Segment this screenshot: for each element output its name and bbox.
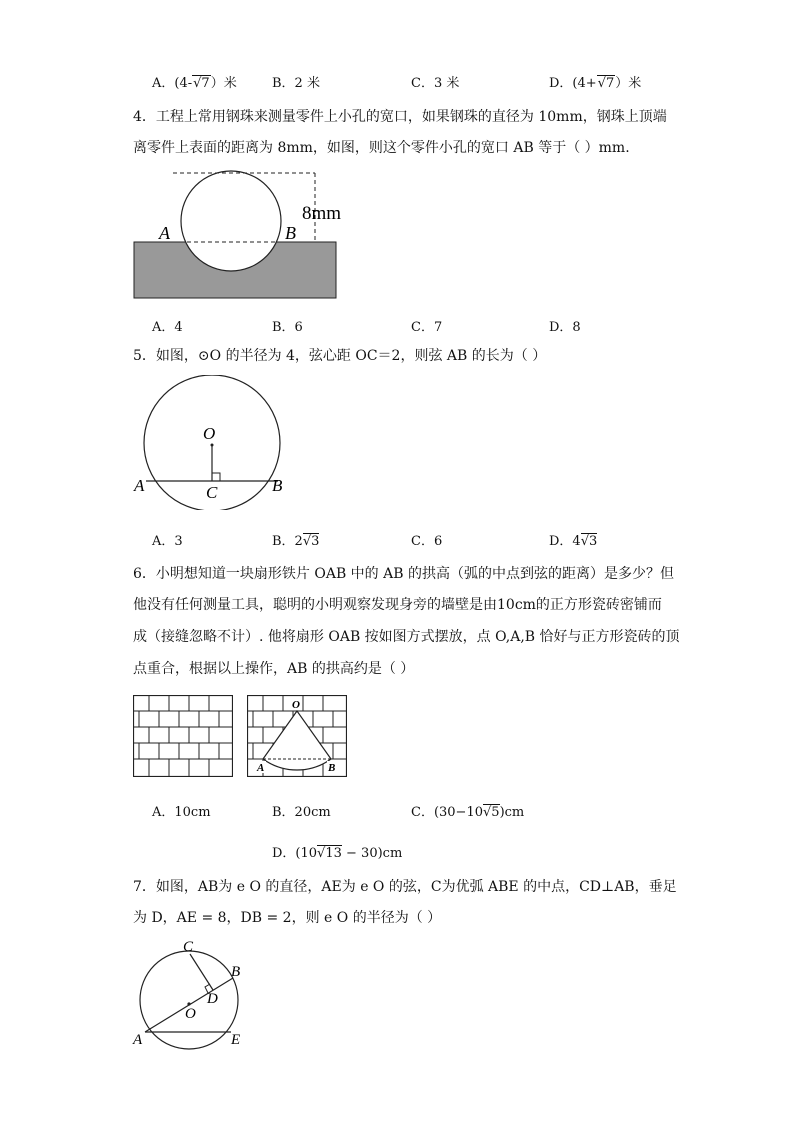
- point-a: A: [133, 1032, 143, 1048]
- steel-ball: [181, 171, 281, 271]
- q6-option-c: C．(30−10√5)cm: [411, 805, 525, 820]
- point-o: O: [292, 699, 300, 711]
- q4-option-c: C．7: [411, 320, 443, 335]
- q5-option-b: B．2√3: [272, 534, 320, 549]
- circle-o: [140, 951, 241, 1049]
- q4-option-a: A．4: [152, 320, 183, 335]
- point-c: C: [206, 483, 218, 502]
- point-o: O: [185, 1006, 196, 1022]
- q4-text-line2: 离零件上表面的距离为 8mm，如图，则这个零件小孔的宽口 AB 等于（ ）mm.: [133, 140, 630, 156]
- q3-option-c: C．3 米: [411, 76, 460, 91]
- q5-option-c: C．6: [411, 534, 443, 549]
- point-a: A: [257, 762, 265, 774]
- dim-label: 8mm: [302, 203, 342, 224]
- q6-text-line3: 成（接缝忽略不计）. 他将扇形 OAB 按如图方式摆放，点 O,A,B 恰好与正方形瓷砖的顶: [133, 629, 680, 645]
- point-b: B: [328, 762, 336, 774]
- point-a: A: [159, 223, 170, 243]
- q7-text-line2: 为 D，AE = 8，DB = 2，则 e O 的半径为（ ）: [133, 910, 442, 926]
- q5-text-line1: 5．如图，⊙O 的半径为 4，弦心距 OC＝2，则弦 AB 的长为（ ）: [133, 348, 547, 364]
- q4-option-b: B．6: [272, 320, 303, 335]
- q6-option-b: B．20cm: [272, 805, 331, 820]
- point-c: C: [183, 939, 194, 955]
- q6-text-line4: 点重合，根据以上操作，AB 的拱高约是（ ）: [133, 661, 415, 677]
- q4-figure: [125, 165, 365, 305]
- q5-option-a: A．3: [152, 534, 183, 549]
- q6-option-d: D．(10√13 − 30)cm: [272, 846, 403, 861]
- point-b: B: [231, 964, 241, 980]
- point-o: O: [203, 424, 216, 443]
- q6-sector-figure: [247, 695, 347, 777]
- q3-option-b: B．2 米: [272, 76, 320, 91]
- q3-option-d: D．(4+√7）米: [549, 76, 642, 91]
- q6-option-a: A．10cm: [152, 805, 211, 820]
- q6-text-line2: 他没有任何测量工具，聪明的小明观察发现身旁的墙壁是由10cm的正方形瓷砖密铺而: [133, 597, 662, 613]
- q4-text-line1: 4．工程上常用钢珠来测量零件上小孔的宽口，如果钢珠的直径为 10mm，钢珠上顶端: [133, 109, 667, 125]
- q5-figure: [130, 375, 300, 510]
- q4-option-d: D．8: [549, 320, 581, 335]
- q7-text-line1: 7．如图，AB为 e O 的直径，AE为 e O 的弦，C为优弧 ABE 的中点，CD⊥AB，垂足: [133, 879, 677, 895]
- point-a: A: [134, 476, 145, 495]
- q7-figure: [128, 938, 263, 1050]
- point-e: E: [231, 1032, 241, 1048]
- point-b: B: [272, 476, 283, 495]
- q6-wall-figure: [133, 695, 233, 777]
- q6-text-line1: 6．小明想知道一块扇形铁片 OAB 中的 AB 的拱高（弧的中点到弦的距离）是多少？但: [133, 566, 674, 582]
- q5-option-d: D．4√3: [549, 534, 598, 549]
- q3-option-a: A．(4-√7）米: [152, 76, 237, 91]
- point-d: D: [207, 991, 218, 1007]
- point-b: B: [285, 223, 296, 243]
